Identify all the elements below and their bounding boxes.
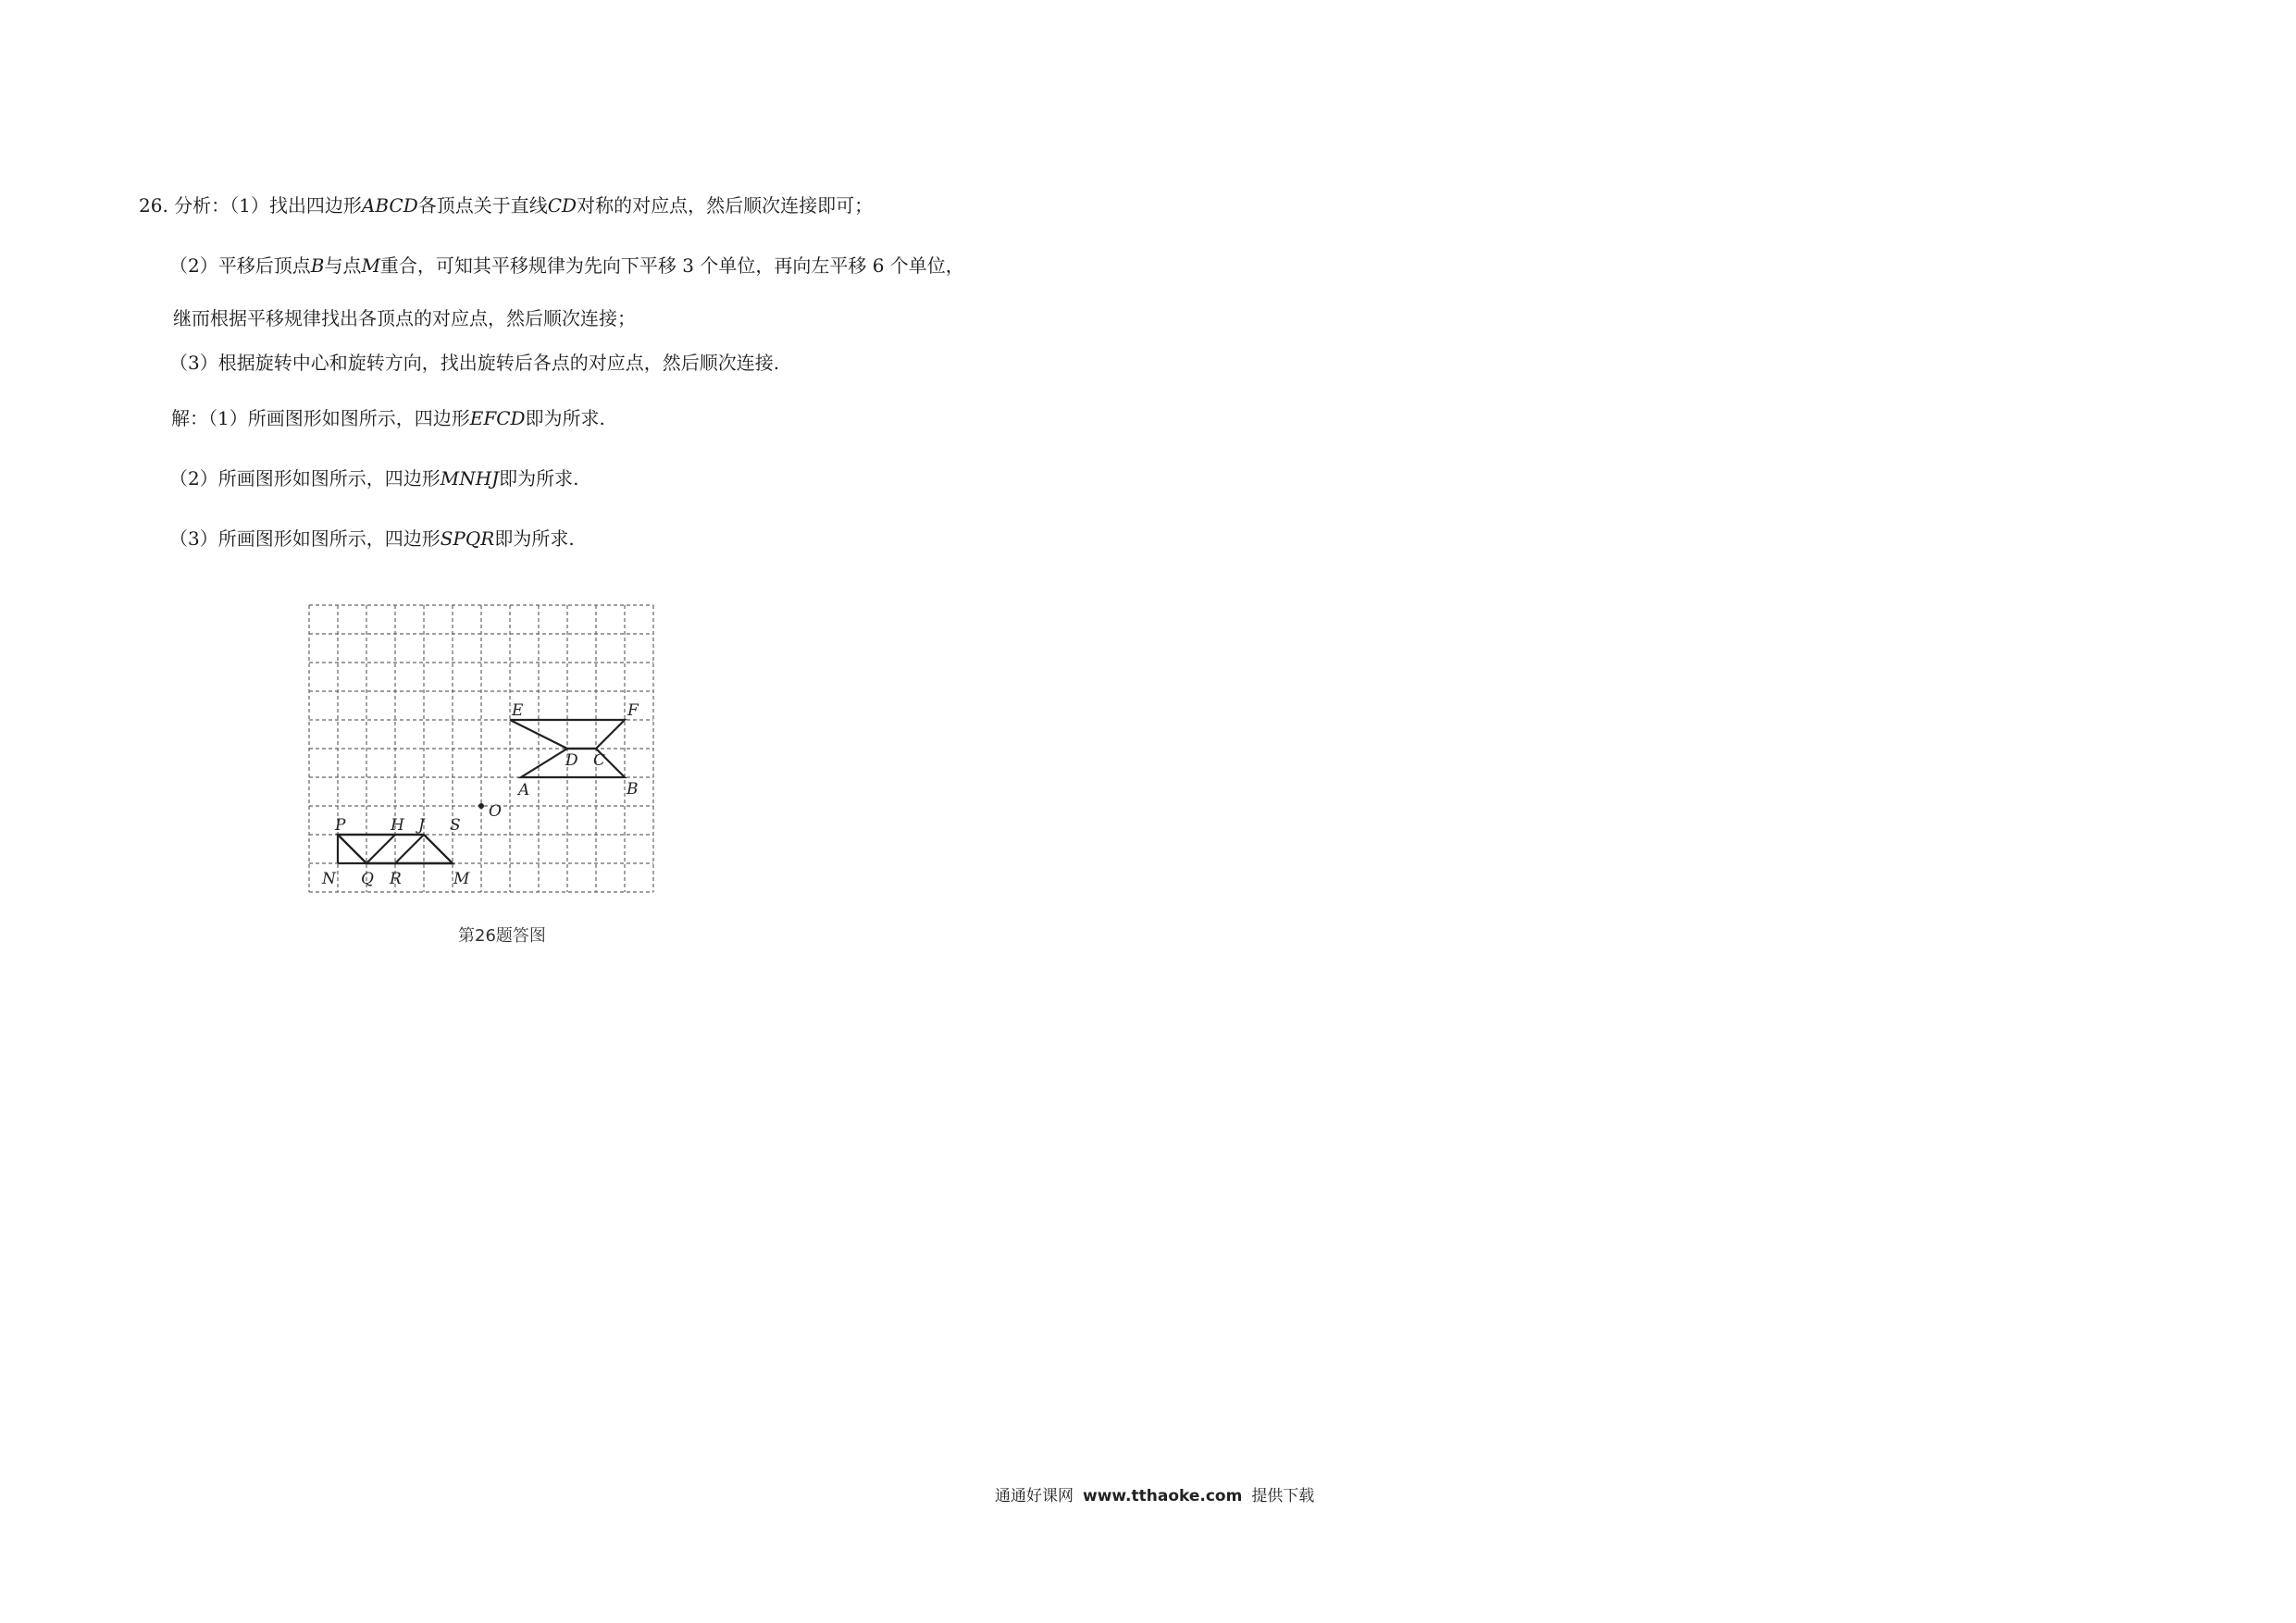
analysis-line-2-suffix: 重合，可知其平移规律为先向下平移 3 个单位，再向左平移 6 个单位， xyxy=(379,254,964,277)
label-d: D xyxy=(565,751,578,770)
analysis-line-2-mid: 与点 xyxy=(324,254,362,277)
line-cd: CD xyxy=(547,194,577,217)
grid-lines xyxy=(309,605,653,892)
solution-line-1 xyxy=(171,405,605,431)
quad-efcd: EFCD xyxy=(469,407,526,429)
page-footer xyxy=(995,1485,1314,1507)
solution-line-3-prefix: （3）所画图形如图所示，四边形 xyxy=(169,527,441,550)
analysis-line-4: （3）根据旋转中心和旋转方向，找出旋转后各点的对应点，然后顺次连接. xyxy=(169,352,780,374)
label-m: M xyxy=(453,870,470,888)
analysis-line-2-prefix: （2）平移后顶点 xyxy=(169,254,311,277)
label-p: P xyxy=(335,816,346,835)
quad-abcd: ABCD xyxy=(361,194,418,217)
solution-line-2 xyxy=(169,465,579,491)
label-e: E xyxy=(512,701,524,720)
label-h: H xyxy=(391,816,404,835)
label-n: N xyxy=(322,870,336,888)
analysis-line-1-prefix: 26. 分析：（1）找出四边形 xyxy=(139,194,362,217)
label-f: F xyxy=(627,701,639,720)
analysis-line-1-mid: 各顶点关于直线 xyxy=(417,194,548,217)
label-c: C xyxy=(593,751,606,770)
footer-site: 通通好课网 xyxy=(995,1487,1074,1505)
point-b: B xyxy=(310,254,325,277)
analysis-line-1 xyxy=(139,192,873,218)
quad-spqr: SPQR xyxy=(440,527,495,550)
figure-caption: 第26题答图 xyxy=(458,926,546,946)
label-s: S xyxy=(450,816,461,835)
solution-line-3-suffix: 即为所求. xyxy=(494,527,575,550)
analysis-line-3: 继而根据平移规律找出各顶点的对应点，然后顺次连接； xyxy=(173,307,636,329)
label-a: A xyxy=(518,781,530,799)
label-b: B xyxy=(627,780,639,799)
footer-url[interactable]: www.tthaoke.com xyxy=(1083,1487,1243,1505)
center-o-dot xyxy=(478,803,484,809)
solution-line-2-suffix: 即为所求. xyxy=(499,467,579,489)
footer-suffix: 提供下载 xyxy=(1251,1487,1315,1505)
solution-line-1-prefix: 解：（1）所画图形如图所示，四边形 xyxy=(171,407,470,429)
grid-figure xyxy=(305,601,666,898)
analysis-line-2 xyxy=(169,253,964,279)
label-o: O xyxy=(489,802,502,821)
analysis-line-1-suffix: 对称的对应点，然后顺次连接即可； xyxy=(577,194,874,217)
solution-line-3 xyxy=(169,526,575,551)
solution-line-2-prefix: （2）所画图形如图所示，四边形 xyxy=(169,467,441,489)
label-r: R xyxy=(390,870,402,888)
quad-mnhj: MNHJ xyxy=(440,467,500,489)
solution-line-1-suffix: 即为所求. xyxy=(525,407,605,429)
point-m: M xyxy=(361,254,380,277)
label-j: J xyxy=(418,816,425,835)
label-q: Q xyxy=(361,870,374,888)
